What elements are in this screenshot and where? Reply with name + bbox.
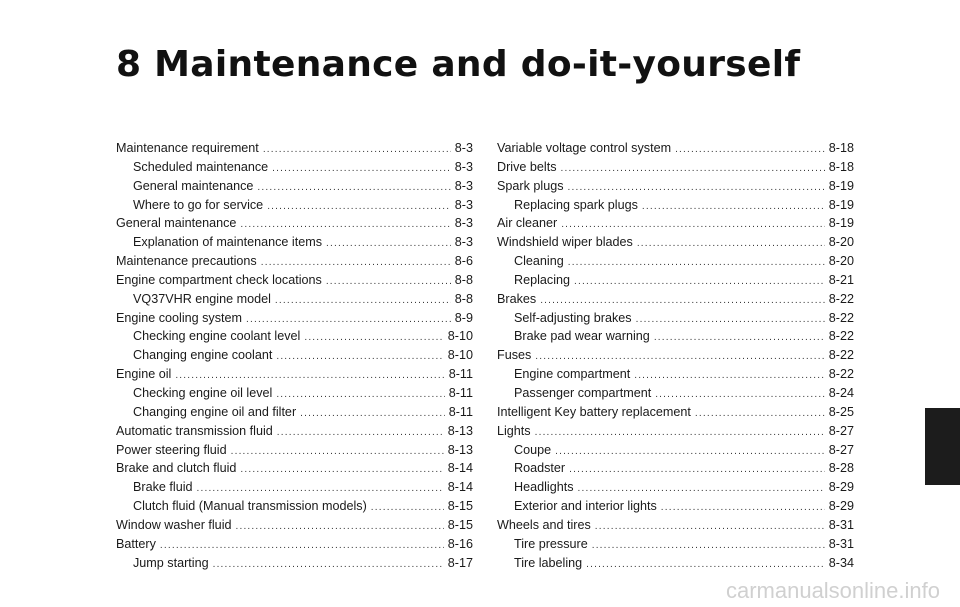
toc-entry-label: Engine oil [116, 367, 172, 382]
toc-entry[interactable] [116, 516, 473, 535]
toc-entry-label: Air cleaner [497, 216, 558, 231]
toc-entry[interactable] [116, 384, 473, 403]
toc-entry-label: Brake pad wear warning [514, 329, 650, 344]
toc-dot-leader [263, 141, 451, 158]
toc-dot-leader [300, 405, 445, 422]
toc-entry-label: Spark plugs [497, 178, 564, 193]
toc-dot-leader [655, 386, 825, 403]
toc-entry-page: 8-22 [828, 291, 854, 306]
toc-entry[interactable] [497, 365, 854, 384]
toc-entry[interactable] [116, 478, 473, 497]
toc-entry-label: Intelligent Key battery replacement [497, 404, 691, 419]
toc-entry-page: 8-24 [828, 385, 854, 400]
toc-entry-page: 8-3 [454, 159, 473, 174]
toc-entry-page: 8-19 [828, 197, 854, 212]
toc-dot-leader [578, 480, 825, 497]
toc-entry-page: 8-10 [447, 329, 473, 344]
toc-entry[interactable] [116, 497, 473, 516]
toc-entry[interactable] [116, 271, 473, 290]
toc-entry[interactable] [497, 327, 854, 346]
toc-entry-label: Exterior and interior lights [514, 499, 657, 514]
toc-dot-leader [267, 198, 451, 215]
toc-entry[interactable] [116, 139, 473, 158]
toc-entry-label: Self-adjusting brakes [514, 310, 632, 325]
toc-entry-page: 8-20 [828, 254, 854, 269]
toc-entry[interactable] [497, 422, 854, 441]
toc-entry-label: Clutch fluid (Manual transmission models) [133, 499, 367, 514]
toc-entry[interactable] [497, 497, 854, 516]
toc-entry-label: Checking engine oil level [133, 385, 273, 400]
toc-entry-page: 8-3 [454, 235, 473, 250]
toc-entry-label: Brake fluid [133, 480, 193, 495]
toc-entry[interactable] [116, 365, 473, 384]
toc-entry-page: 8-20 [828, 235, 854, 250]
toc-dot-leader [568, 254, 825, 271]
toc-entry-page: 8-18 [828, 159, 854, 174]
toc-dot-leader [275, 292, 451, 309]
toc-entry[interactable] [116, 177, 473, 196]
toc-dot-leader [637, 235, 825, 252]
toc-entry-label: Scheduled maintenance [133, 159, 269, 174]
toc-dot-leader [277, 424, 444, 441]
toc-entry-label: Engine compartment check locations [116, 272, 322, 287]
toc-dot-leader [661, 499, 825, 516]
toc-entry[interactable] [116, 403, 473, 422]
toc-entry-label: Maintenance precautions [116, 254, 257, 269]
toc-dot-leader [595, 518, 825, 535]
toc-entry-label: Battery [116, 536, 156, 551]
toc-entry-page: 8-6 [454, 254, 473, 269]
toc-entry-page: 8-3 [454, 141, 473, 155]
toc-entry-label: Coupe [514, 442, 552, 457]
toc-entry[interactable] [497, 441, 854, 460]
toc-entry-page: 8-29 [828, 480, 854, 495]
toc-entry-label: Where to go for service [133, 197, 264, 212]
toc-dot-leader [634, 367, 825, 384]
toc-entry[interactable] [497, 478, 854, 497]
toc-dot-leader [240, 461, 443, 478]
toc-entry-page: 8-21 [828, 272, 854, 287]
toc-entry-label: Cleaning [514, 254, 564, 269]
toc-entry-page: 8-11 [448, 404, 473, 419]
toc-entry[interactable] [116, 233, 473, 252]
toc-entry[interactable] [116, 441, 473, 460]
chapter-title: 8 Maintenance and do-it-yourself [116, 44, 801, 86]
toc-entry-page: 8-18 [828, 141, 854, 155]
toc-entry-page: 8-22 [828, 310, 854, 325]
toc-entry-page: 8-17 [447, 555, 473, 570]
toc-entry-label: Brakes [497, 291, 537, 306]
toc-entry-label: General maintenance [116, 216, 237, 231]
toc-entry[interactable] [116, 422, 473, 441]
toc-entry[interactable] [116, 290, 473, 309]
toc-entry-page: 8-3 [454, 197, 473, 212]
toc-entry-label: Explanation of maintenance items [133, 235, 323, 250]
toc-entry[interactable] [497, 516, 854, 535]
toc-entry-page: 8-3 [454, 216, 473, 231]
toc-entry-label: Lights [497, 423, 531, 438]
toc-entry[interactable] [497, 158, 854, 177]
toc-entry[interactable] [497, 196, 854, 215]
toc-entry[interactable] [497, 554, 854, 573]
toc-dot-leader [540, 292, 825, 309]
toc-dot-leader [175, 367, 444, 384]
toc-dot-leader [574, 273, 825, 290]
toc-dot-leader [592, 537, 825, 554]
toc-entry-page: 8-13 [447, 423, 473, 438]
toc-entry[interactable] [116, 196, 473, 215]
toc-dot-leader [326, 273, 451, 290]
toc-entry-page: 8-19 [828, 178, 854, 193]
toc-entry-label: Passenger compartment [514, 385, 652, 400]
toc-entry[interactable] [497, 459, 854, 478]
toc-dot-leader [675, 141, 825, 158]
toc-entry-label: Replacing [514, 272, 571, 287]
toc-entry-label: Changing engine coolant [133, 348, 273, 363]
watermark-text: carmanualsonline.info [725, 578, 940, 603]
toc-entry[interactable] [116, 158, 473, 177]
toc-entry-label: Tire pressure [514, 536, 588, 551]
chapter-tab-marker [925, 408, 960, 485]
toc-entry-page: 8-25 [828, 404, 854, 419]
toc-entry-label: Headlights [514, 480, 574, 495]
toc-entry[interactable] [116, 309, 473, 328]
toc-dot-leader [197, 480, 444, 497]
toc-entry-label: Variable voltage control system [497, 141, 672, 155]
toc-entry[interactable] [497, 403, 854, 422]
toc-dot-leader [231, 443, 444, 460]
toc-entry-page: 8-29 [828, 499, 854, 514]
toc-entry-label: Engine compartment [514, 367, 631, 382]
toc-dot-leader [636, 311, 825, 328]
toc-entry-page: 8-9 [454, 310, 473, 325]
toc-dot-leader [561, 160, 825, 177]
toc-entry-label: Replacing spark plugs [514, 197, 638, 212]
toc-dot-leader [535, 424, 825, 441]
toc-dot-leader [695, 405, 825, 422]
toc-dot-leader [371, 499, 444, 516]
toc-entry-label: Roadster [514, 461, 566, 476]
toc-entry-label: Maintenance requirement [116, 141, 259, 155]
toc-entry-page: 8-15 [447, 499, 473, 514]
toc-entry-page: 8-13 [447, 442, 473, 457]
toc-entry-page: 8-15 [447, 517, 473, 532]
toc-entry-label: Wheels and tires [497, 517, 591, 532]
toc-entry[interactable] [116, 327, 473, 346]
toc-entry[interactable] [497, 233, 854, 252]
toc-entry[interactable] [497, 139, 854, 158]
toc-entry[interactable] [116, 252, 473, 271]
toc-dot-leader [213, 556, 444, 573]
toc-dot-leader [586, 556, 825, 573]
toc-dot-leader [276, 348, 443, 365]
toc-entry[interactable] [497, 535, 854, 554]
toc-entry-label: Tire labeling [514, 555, 583, 570]
toc-dot-leader [568, 179, 825, 196]
toc-entry-page: 8-31 [828, 536, 854, 551]
toc-dot-leader [236, 518, 444, 535]
toc-dot-leader [642, 198, 825, 215]
toc-entry[interactable] [497, 384, 854, 403]
toc-entry-label: Fuses [497, 348, 532, 363]
toc-entry-label: Window washer fluid [116, 517, 232, 532]
toc-entry-page: 8-34 [828, 555, 854, 570]
toc-entry-label: Engine cooling system [116, 310, 243, 325]
toc-entry-page: 8-3 [454, 178, 473, 193]
toc-entry-page: 8-28 [828, 461, 854, 476]
toc-entry[interactable] [116, 346, 473, 365]
toc-entry-page: 8-22 [828, 367, 854, 382]
toc-entry-label: Brake and clutch fluid [116, 461, 237, 476]
toc-entry-page: 8-22 [828, 348, 854, 363]
toc-entry-page: 8-19 [828, 216, 854, 231]
toc-entry-label: Checking engine coolant level [133, 329, 301, 344]
toc-dot-leader [569, 461, 825, 478]
toc-column-right [497, 139, 854, 572]
toc-entry-label: Jump starting [133, 555, 209, 570]
toc-dot-leader [535, 348, 824, 365]
toc-entry-page: 8-22 [828, 329, 854, 344]
toc-entry[interactable] [116, 535, 473, 554]
toc-entry-page: 8-31 [828, 517, 854, 532]
toc-dot-leader [561, 216, 825, 233]
toc-entry[interactable] [116, 214, 473, 233]
toc-entry-page: 8-27 [828, 423, 854, 438]
toc-entry[interactable] [116, 554, 473, 573]
toc-entry[interactable] [497, 252, 854, 271]
toc-dot-leader [555, 443, 825, 460]
toc-entry-label: Changing engine oil and filter [133, 404, 297, 419]
toc-entry-label: Automatic transmission fluid [116, 423, 273, 438]
toc-entry-page: 8-10 [447, 348, 473, 363]
toc-dot-leader [304, 329, 443, 346]
toc-entry[interactable] [497, 271, 854, 290]
toc-dot-leader [326, 235, 451, 252]
toc-entry-page: 8-11 [448, 367, 473, 382]
toc-entry-label: Windshield wiper blades [497, 235, 633, 250]
toc-entry[interactable] [497, 309, 854, 328]
toc-column-left [116, 139, 473, 572]
toc-dot-leader [276, 386, 444, 403]
toc-entry[interactable] [116, 459, 473, 478]
toc-entry[interactable] [497, 346, 854, 365]
toc-entry-page: 8-16 [447, 536, 473, 551]
toc-entry-label: Power steering fluid [116, 442, 227, 457]
toc-entry-page: 8-14 [447, 461, 473, 476]
toc-entry-label: VQ37VHR engine model [133, 291, 271, 306]
toc-dot-leader [160, 537, 444, 554]
toc-entry-label: General maintenance [133, 178, 254, 193]
toc-entry-page: 8-8 [454, 272, 473, 287]
toc-dot-leader [654, 329, 825, 346]
toc-entry-page: 8-14 [447, 480, 473, 495]
toc-entry-page: 8-27 [828, 442, 854, 457]
toc-dot-leader [246, 311, 451, 328]
toc-entry[interactable] [497, 290, 854, 309]
toc-entry-page: 8-11 [448, 385, 473, 400]
toc-dot-leader [272, 160, 451, 177]
toc-entry[interactable] [497, 214, 854, 233]
toc-dot-leader [240, 216, 450, 233]
toc-dot-leader [257, 179, 450, 196]
toc-entry-page: 8-8 [454, 291, 473, 306]
toc-dot-leader [261, 254, 451, 271]
toc-entry-label: Drive belts [497, 159, 557, 174]
toc-entry[interactable] [497, 177, 854, 196]
